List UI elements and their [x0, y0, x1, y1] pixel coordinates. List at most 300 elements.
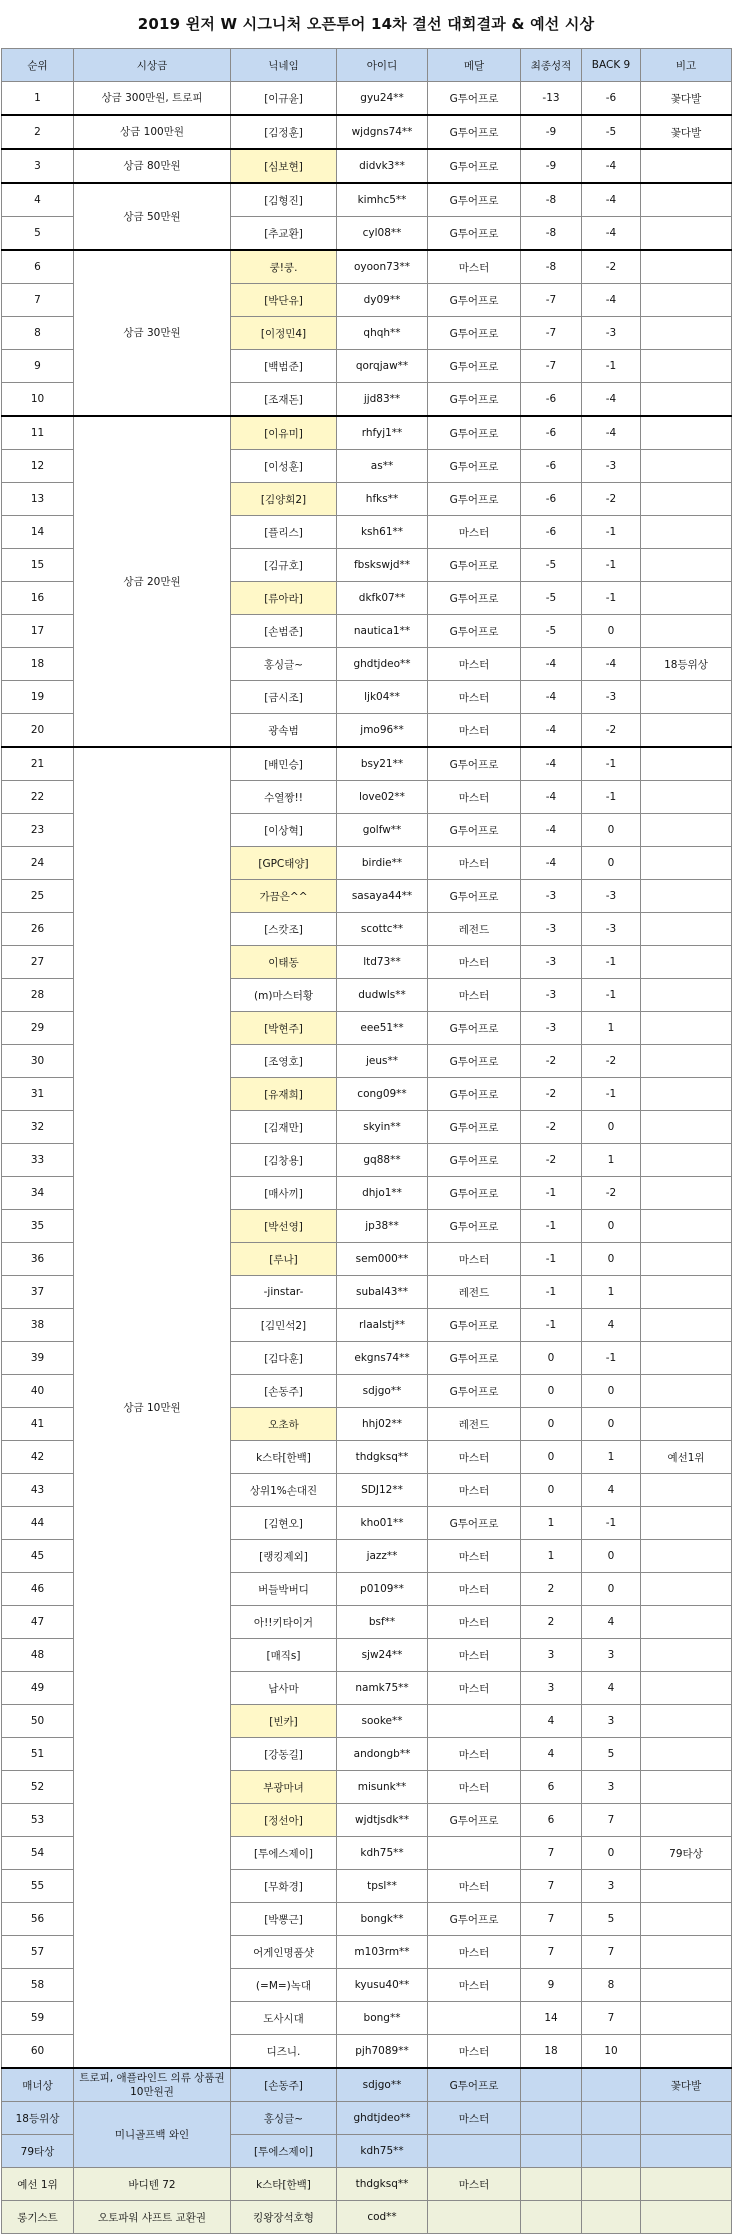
award-nickname: 킹왕장석호형	[231, 2201, 337, 2234]
note-cell	[641, 681, 732, 714]
header-medal: 메달	[428, 49, 521, 82]
medal-cell: G투어프로	[428, 1309, 521, 1342]
medal-cell: 마스터	[428, 1771, 521, 1804]
note-cell	[641, 1276, 732, 1309]
back9-cell: 4	[582, 1672, 641, 1705]
rank-cell: 22	[2, 781, 74, 814]
medal-cell: G투어프로	[428, 149, 521, 183]
id-cell: kimhc5**	[337, 183, 428, 217]
back9-cell: -1	[582, 582, 641, 615]
rank-cell: 47	[2, 1606, 74, 1639]
medal-cell: G투어프로	[428, 183, 521, 217]
medal-cell: G투어프로	[428, 1111, 521, 1144]
note-cell	[641, 1474, 732, 1507]
id-cell: nautica1**	[337, 615, 428, 648]
back9-cell: -4	[582, 648, 641, 681]
rank-cell: 15	[2, 549, 74, 582]
id-cell: eee51**	[337, 1012, 428, 1045]
score-cell: 0	[521, 1441, 582, 1474]
rank-cell: 7	[2, 284, 74, 317]
score-cell: -2	[521, 1045, 582, 1078]
rank-cell: 60	[2, 2035, 74, 2069]
medal-cell	[428, 1837, 521, 1870]
rank-cell: 52	[2, 1771, 74, 1804]
back9-cell: -4	[582, 284, 641, 317]
nickname-cell: [추교환]	[231, 217, 337, 251]
medal-cell: G투어프로	[428, 1078, 521, 1111]
nickname-cell: 어게인명품샷	[231, 1936, 337, 1969]
score-cell: -3	[521, 913, 582, 946]
table-row	[2, 416, 732, 450]
rank-cell: 40	[2, 1375, 74, 1408]
medal-cell: 마스터	[428, 250, 521, 284]
score-cell: -2	[521, 1144, 582, 1177]
note-cell	[641, 1012, 732, 1045]
back9-cell: -5	[582, 115, 641, 149]
medal-cell: G투어프로	[428, 450, 521, 483]
score-cell: -6	[521, 450, 582, 483]
nickname-cell: [정선아]	[231, 1804, 337, 1837]
nickname-cell: [손동주]	[231, 1375, 337, 1408]
rank-cell: 12	[2, 450, 74, 483]
id-cell: sjw24**	[337, 1639, 428, 1672]
medal-cell: G투어프로	[428, 317, 521, 350]
note-cell	[641, 416, 732, 450]
note-cell	[641, 450, 732, 483]
rank-cell: 17	[2, 615, 74, 648]
nickname-cell: (m)마스터황	[231, 979, 337, 1012]
rank-cell: 51	[2, 1738, 74, 1771]
note-cell	[641, 946, 732, 979]
score-cell: 7	[521, 1903, 582, 1936]
nickname-cell: [GPC태양]	[231, 847, 337, 880]
medal-cell: G투어프로	[428, 115, 521, 149]
id-cell: gyu24**	[337, 82, 428, 116]
rank-cell: 55	[2, 1870, 74, 1903]
medal-cell: 마스터	[428, 516, 521, 549]
back9-cell: 1	[582, 1012, 641, 1045]
note-cell	[641, 2035, 732, 2069]
note-cell	[641, 183, 732, 217]
nickname-cell: 부광마녀	[231, 1771, 337, 1804]
id-cell: bong**	[337, 2002, 428, 2035]
award-nickname: [손동주]	[231, 2068, 337, 2102]
note-cell: 예선1위	[641, 1441, 732, 1474]
rank-cell: 42	[2, 1441, 74, 1474]
rank-cell: 56	[2, 1903, 74, 1936]
back9-cell: 0	[582, 1243, 641, 1276]
note-cell	[641, 1210, 732, 1243]
medal-cell: 마스터	[428, 1969, 521, 2002]
award-prize: 트로피, 애플라인드 의류 상품권 10만원권	[74, 2068, 231, 2102]
score-cell: -8	[521, 250, 582, 284]
id-cell: rlaalstj**	[337, 1309, 428, 1342]
score-cell: -4	[521, 747, 582, 781]
score-cell: -3	[521, 880, 582, 913]
back9-cell: 4	[582, 1474, 641, 1507]
nickname-cell: [이정민4]	[231, 317, 337, 350]
medal-cell	[428, 1705, 521, 1738]
score-cell: -6	[521, 416, 582, 450]
rank-cell: 24	[2, 847, 74, 880]
nickname-cell: [박뽕근]	[231, 1903, 337, 1936]
score-cell: -1	[521, 1177, 582, 1210]
rank-cell: 48	[2, 1639, 74, 1672]
nickname-cell: [이성훈]	[231, 450, 337, 483]
id-cell: namk75**	[337, 1672, 428, 1705]
back9-cell: -1	[582, 946, 641, 979]
note-cell	[641, 913, 732, 946]
nickname-cell: k스타[한백]	[231, 1441, 337, 1474]
prize-cell: 상금 50만원	[74, 183, 231, 250]
score-cell: 1	[521, 1507, 582, 1540]
back9-cell: -1	[582, 1342, 641, 1375]
back9-cell: 0	[582, 1408, 641, 1441]
id-cell: fbskswjd**	[337, 549, 428, 582]
note-cell	[641, 1507, 732, 1540]
score-cell: -4	[521, 847, 582, 880]
id-cell: qorqjaw**	[337, 350, 428, 383]
header-prize: 시상금	[74, 49, 231, 82]
award-note: 꽃다발	[641, 2068, 732, 2102]
note-cell	[641, 149, 732, 183]
note-cell	[641, 1903, 732, 1936]
back9-cell: -4	[582, 217, 641, 251]
medal-cell: G투어프로	[428, 1804, 521, 1837]
award-label: 매너상	[2, 2068, 74, 2102]
medal-cell: G투어프로	[428, 284, 521, 317]
note-cell	[641, 1375, 732, 1408]
award-id: kdh75**	[337, 2135, 428, 2168]
note-cell	[641, 1804, 732, 1837]
id-cell: ltd73**	[337, 946, 428, 979]
medal-cell: 마스터	[428, 1243, 521, 1276]
rank-cell: 20	[2, 714, 74, 748]
id-cell: gq88**	[337, 1144, 428, 1177]
score-cell: 7	[521, 1936, 582, 1969]
medal-cell: 마스터	[428, 1606, 521, 1639]
medal-cell: G투어프로	[428, 880, 521, 913]
id-cell: andongb**	[337, 1738, 428, 1771]
note-cell: 꽃다발	[641, 82, 732, 116]
nickname-cell: [유재희]	[231, 1078, 337, 1111]
award-section	[2, 2068, 732, 2234]
nickname-cell: [조영호]	[231, 1045, 337, 1078]
nickname-cell: 디즈니.	[231, 2035, 337, 2069]
id-cell: ekgns74**	[337, 1342, 428, 1375]
medal-cell: 마스터	[428, 1474, 521, 1507]
note-cell	[641, 250, 732, 284]
award-nickname: 홍싱글~	[231, 2102, 337, 2135]
medal-cell: 마스터	[428, 781, 521, 814]
note-cell: 꽃다발	[641, 115, 732, 149]
nickname-cell: [이규윤]	[231, 82, 337, 116]
score-cell: -6	[521, 516, 582, 549]
id-cell: hfks**	[337, 483, 428, 516]
id-cell: kyusu40**	[337, 1969, 428, 2002]
medal-cell: 레전드	[428, 1276, 521, 1309]
award-id: cod**	[337, 2201, 428, 2234]
award-label: 롱기스트	[2, 2201, 74, 2234]
medal-cell: G투어프로	[428, 615, 521, 648]
rank-cell: 36	[2, 1243, 74, 1276]
note-cell	[641, 217, 732, 251]
prize-cell: 상금 20만원	[74, 416, 231, 747]
header-rank: 순위	[2, 49, 74, 82]
score-cell: -13	[521, 82, 582, 116]
id-cell: bsf**	[337, 1606, 428, 1639]
score-cell: 6	[521, 1804, 582, 1837]
back9-cell: 3	[582, 1639, 641, 1672]
back9-cell: -4	[582, 183, 641, 217]
note-cell	[641, 979, 732, 1012]
score-cell: -2	[521, 1078, 582, 1111]
award-nickname: k스타[한백]	[231, 2168, 337, 2201]
score-cell: 2	[521, 1573, 582, 1606]
id-cell: bongk**	[337, 1903, 428, 1936]
medal-cell: 마스터	[428, 1639, 521, 1672]
id-cell: SDJ12**	[337, 1474, 428, 1507]
id-cell: didvk3**	[337, 149, 428, 183]
back9-cell: -1	[582, 1507, 641, 1540]
back9-cell: -3	[582, 913, 641, 946]
nickname-cell: [박단유]	[231, 284, 337, 317]
award-prize-shared: 미니골프백 와인	[74, 2102, 231, 2168]
back9-cell: 3	[582, 1771, 641, 1804]
score-cell: -6	[521, 483, 582, 516]
score-cell: 0	[521, 1375, 582, 1408]
nickname-cell: [백범준]	[231, 350, 337, 383]
note-cell	[641, 1705, 732, 1738]
id-cell: kdh75**	[337, 1837, 428, 1870]
score-cell: -5	[521, 582, 582, 615]
back9-cell: 5	[582, 1903, 641, 1936]
award-label: 예선 1위	[2, 2168, 74, 2201]
table-row	[2, 747, 732, 781]
nickname-cell: [이상혁]	[231, 814, 337, 847]
back9-cell: -1	[582, 516, 641, 549]
header-note: 비고	[641, 49, 732, 82]
rank-cell: 49	[2, 1672, 74, 1705]
back9-cell: 7	[582, 1804, 641, 1837]
header-final-score: 최종성적	[521, 49, 582, 82]
id-cell: thdgksq**	[337, 1441, 428, 1474]
id-cell: sasaya44**	[337, 880, 428, 913]
id-cell: cyl08**	[337, 217, 428, 251]
score-cell: -7	[521, 350, 582, 383]
medal-cell: 마스터	[428, 847, 521, 880]
id-cell: skyin**	[337, 1111, 428, 1144]
rank-cell: 18	[2, 648, 74, 681]
header-back9: BACK 9	[582, 49, 641, 82]
results-body	[2, 82, 732, 2069]
id-cell: tpsl**	[337, 1870, 428, 1903]
id-cell: dudwls**	[337, 979, 428, 1012]
medal-cell: G투어프로	[428, 1012, 521, 1045]
rank-cell: 58	[2, 1969, 74, 2002]
nickname-cell: 남사마	[231, 1672, 337, 1705]
rank-cell: 3	[2, 149, 74, 183]
score-cell: 3	[521, 1639, 582, 1672]
nickname-cell: [김양회2]	[231, 483, 337, 516]
id-cell: birdie**	[337, 847, 428, 880]
score-cell: -5	[521, 549, 582, 582]
note-cell	[641, 1936, 732, 1969]
nickname-cell: 광속범	[231, 714, 337, 748]
note-cell	[641, 1738, 732, 1771]
score-cell: -2	[521, 1111, 582, 1144]
back9-cell: -1	[582, 549, 641, 582]
note-cell	[641, 1771, 732, 1804]
rank-cell: 9	[2, 350, 74, 383]
nickname-cell: (=M=)녹대	[231, 1969, 337, 2002]
id-cell: jp38**	[337, 1210, 428, 1243]
id-cell: love02**	[337, 781, 428, 814]
id-cell: misunk**	[337, 1771, 428, 1804]
medal-cell: G투어프로	[428, 350, 521, 383]
nickname-cell: 이태동	[231, 946, 337, 979]
note-cell	[641, 549, 732, 582]
back9-cell: 0	[582, 1837, 641, 1870]
back9-cell: 0	[582, 1111, 641, 1144]
rank-cell: 16	[2, 582, 74, 615]
back9-cell: -2	[582, 1177, 641, 1210]
score-cell: 0	[521, 1474, 582, 1507]
score-cell: -6	[521, 383, 582, 417]
score-cell: -5	[521, 615, 582, 648]
rank-cell: 57	[2, 1936, 74, 1969]
back9-cell: 1	[582, 1441, 641, 1474]
score-cell: -7	[521, 317, 582, 350]
medal-cell: 마스터	[428, 2035, 521, 2069]
rank-cell: 46	[2, 1573, 74, 1606]
note-cell	[641, 2002, 732, 2035]
rank-cell: 37	[2, 1276, 74, 1309]
note-cell	[641, 1639, 732, 1672]
note-cell	[641, 1342, 732, 1375]
note-cell	[641, 1309, 732, 1342]
nickname-cell: [루나]	[231, 1243, 337, 1276]
rank-cell: 23	[2, 814, 74, 847]
id-cell: ljk04**	[337, 681, 428, 714]
rank-cell: 41	[2, 1408, 74, 1441]
prize-cell: 상금 10만원	[74, 747, 231, 2068]
rank-cell: 35	[2, 1210, 74, 1243]
nickname-cell: [김재만]	[231, 1111, 337, 1144]
award-label: 79타상	[2, 2135, 74, 2168]
back9-cell: 3	[582, 1870, 641, 1903]
medal-cell: G투어프로	[428, 217, 521, 251]
score-cell: -1	[521, 1309, 582, 1342]
nickname-cell: 아!!키타이거	[231, 1606, 337, 1639]
back9-cell: 0	[582, 1210, 641, 1243]
nickname-cell: [박현주]	[231, 1012, 337, 1045]
nickname-cell: [스캇조]	[231, 913, 337, 946]
score-cell: 0	[521, 1408, 582, 1441]
note-cell	[641, 516, 732, 549]
id-cell: subal43**	[337, 1276, 428, 1309]
score-cell: -4	[521, 648, 582, 681]
rank-cell: 54	[2, 1837, 74, 1870]
rank-cell: 39	[2, 1342, 74, 1375]
prize-cell: 상금 300만원, 트로피	[74, 82, 231, 116]
award-row-longest	[2, 2201, 732, 2234]
score-cell: -8	[521, 183, 582, 217]
id-cell: jazz**	[337, 1540, 428, 1573]
rank-cell: 8	[2, 317, 74, 350]
id-cell: dhjo1**	[337, 1177, 428, 1210]
medal-cell: 마스터	[428, 648, 521, 681]
rank-cell: 4	[2, 183, 74, 217]
note-cell	[641, 880, 732, 913]
rank-cell: 27	[2, 946, 74, 979]
note-cell: 79타상	[641, 1837, 732, 1870]
nickname-cell: 오초하	[231, 1408, 337, 1441]
prize-cell: 상금 30만원	[74, 250, 231, 416]
id-cell: ksh61**	[337, 516, 428, 549]
nickname-cell: [김창용]	[231, 1144, 337, 1177]
note-cell	[641, 1045, 732, 1078]
back9-cell: -2	[582, 714, 641, 748]
nickname-cell: 쿵!쿵.	[231, 250, 337, 284]
note-cell: 18등위상	[641, 648, 732, 681]
rank-cell: 13	[2, 483, 74, 516]
score-cell: -3	[521, 1012, 582, 1045]
rank-cell: 59	[2, 2002, 74, 2035]
back9-cell: 5	[582, 1738, 641, 1771]
medal-cell: 마스터	[428, 1540, 521, 1573]
nickname-cell: 홍싱글~	[231, 648, 337, 681]
rank-cell: 45	[2, 1540, 74, 1573]
medal-cell: G투어프로	[428, 549, 521, 582]
back9-cell: -2	[582, 483, 641, 516]
id-cell: cong09**	[337, 1078, 428, 1111]
note-cell	[641, 1177, 732, 1210]
header-nickname: 닉네임	[231, 49, 337, 82]
note-cell	[641, 317, 732, 350]
back9-cell: 4	[582, 1606, 641, 1639]
rank-cell: 29	[2, 1012, 74, 1045]
medal-cell: 마스터	[428, 1573, 521, 1606]
note-cell	[641, 350, 732, 383]
id-cell: m103rm**	[337, 1936, 428, 1969]
rank-cell: 34	[2, 1177, 74, 1210]
score-cell: 7	[521, 1837, 582, 1870]
medal-cell: 마스터	[428, 1936, 521, 1969]
back9-cell: -3	[582, 681, 641, 714]
back9-cell: 1	[582, 1276, 641, 1309]
nickname-cell: [무화경]	[231, 1870, 337, 1903]
rank-cell: 19	[2, 681, 74, 714]
back9-cell: -1	[582, 979, 641, 1012]
score-cell: 4	[521, 1738, 582, 1771]
score-cell: 7	[521, 1870, 582, 1903]
id-cell: scottc**	[337, 913, 428, 946]
back9-cell: -1	[582, 781, 641, 814]
back9-cell: 7	[582, 2002, 641, 2035]
medal-cell	[428, 2002, 521, 2035]
score-cell: -9	[521, 149, 582, 183]
back9-cell: 10	[582, 2035, 641, 2069]
id-cell: bsy21**	[337, 747, 428, 781]
note-cell	[641, 1144, 732, 1177]
rank-cell: 31	[2, 1078, 74, 1111]
back9-cell: -4	[582, 383, 641, 417]
score-cell: -1	[521, 1210, 582, 1243]
score-cell: -1	[521, 1243, 582, 1276]
note-cell	[641, 1540, 732, 1573]
nickname-cell: [김정훈]	[231, 115, 337, 149]
